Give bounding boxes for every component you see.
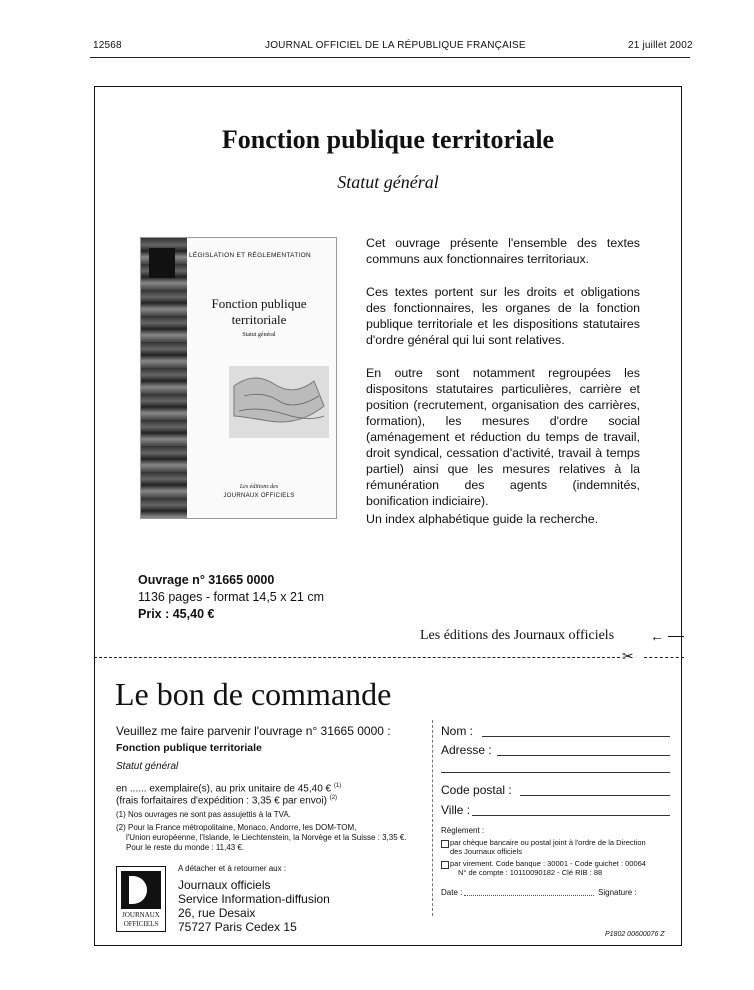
order-request: Veuillez me faire parvenir l'ouvrage n° 31665 0000 :: [116, 724, 391, 738]
footnote-1: (1) Nos ouvrages ne sont pas assujettis à la TVA.: [116, 810, 291, 819]
address-line-2: Service Information-diffusion: [178, 892, 330, 906]
description-paragraph-1: Cet ouvrage présente l'ensemble des textes communs aux fonctionnaires territoriaux.: [366, 236, 640, 266]
order-book-subtitle: Statut général: [116, 761, 179, 772]
cut-line: [94, 657, 620, 658]
page-number: 12568: [93, 40, 122, 51]
ad-subtitle: Statut général: [337, 172, 439, 192]
cover-map-illustration: [229, 366, 329, 438]
ad-title: Fonction publique territoriale: [221, 125, 555, 154]
product-price: Prix : 45,40 €: [138, 607, 215, 621]
address-line-1: Journaux officiels: [178, 878, 271, 892]
return-label: A détacher et à retourner aux :: [178, 864, 287, 873]
address-line-3: 26, rue Desaix: [178, 906, 256, 920]
cover-publisher-1: Les éditions des: [239, 484, 279, 490]
journaux-officiels-logo: [116, 866, 166, 932]
address-field-line-2[interactable]: [441, 772, 670, 773]
cover-series: LÉGISLATION ET RÉGLEMENTATION: [189, 252, 311, 259]
order-form-title: Le bon de commande: [115, 676, 392, 712]
postal-code-label: Code postal :: [441, 783, 512, 797]
return-address: [178, 878, 330, 934]
cover-title-2: territoriale: [231, 312, 287, 327]
payment-transfer-2: N° de compte : 10110090182 - Clé RIB : 88: [458, 868, 603, 877]
header-rule: [90, 57, 690, 58]
cover-title-1: Fonction publique: [211, 296, 307, 311]
logo-text-1: JOURNAUX: [122, 911, 160, 919]
product-details: 1136 pages - format 14,5 x 21 cm: [138, 590, 324, 604]
address-field[interactable]: [497, 755, 670, 756]
journal-title: JOURNAL OFFICIEL DE LA RÉPUBLIQUE FRANÇAISE: [265, 40, 526, 51]
arrow-left-icon: ←: [650, 628, 664, 644]
city-label: Ville :: [441, 803, 471, 817]
address-label: Adresse :: [441, 743, 492, 757]
publisher-name: Les éditions des Journaux officiels: [420, 628, 615, 643]
reference-code: P1802 00600076 Z: [605, 931, 665, 938]
cover-photo-strip: [141, 238, 187, 518]
cover-publisher-2: JOURNAUX OFFICIELS: [223, 493, 295, 499]
scissors-icon: ✂: [622, 648, 634, 664]
description-paragraph-4: Un index alphabétique guide la recherche.: [366, 512, 599, 526]
cut-line-end: [644, 657, 684, 658]
issue-date: 21 juillet 2002: [628, 40, 693, 51]
column-divider: [432, 720, 433, 916]
name-field[interactable]: [482, 736, 670, 737]
date-label: Date :: [441, 888, 463, 897]
copies-footnote-mark: (1): [333, 783, 342, 789]
address-line-4: 75727 Paris Cedex 15: [178, 920, 297, 934]
cover-subtitle: Statut général: [242, 332, 276, 338]
name-label: Nom :: [441, 724, 474, 738]
copies-text: en ...... exemplaire(s), au prix unitaire de 45,40 €: [116, 783, 332, 795]
payment-cheque-2: des Journaux officiels: [450, 847, 522, 856]
payment-transfer-1: par virement. Code banque : 30001 - Code guichet : 00064: [450, 859, 646, 868]
shipping-text: (frais forfaitaires d'expédition : 3,35 € par envoi): [116, 795, 327, 807]
cheque-checkbox[interactable]: [441, 840, 449, 848]
transfer-checkbox[interactable]: [441, 861, 449, 869]
order-book-title: Fonction publique territoriale: [116, 742, 262, 754]
shipping-line: [116, 792, 337, 807]
signature-label: Signature :: [598, 888, 637, 897]
payment-cheque-1: par chèque bancaire ou postal joint à l'ordre de la Direction: [450, 838, 646, 847]
description-paragraph-3: En outre sont notamment regroupées les dispositons statutaires particulières, carrière et position (recrutement, organisation des carrières, formation), les mesures d'ordre social (aménagement et réduction du temps de travail, droit syndical, cessation d'activité, travail à temps partiel) ainsi que les mesures relatives à la rémunération des agents (indemnités, bonification indiciaire).: [366, 366, 640, 508]
footnote-2-line-3: Pour le reste du monde : 11,43 €.: [126, 843, 245, 852]
footnote-2-line-1: (2) Pour la France métropolitaine, Monaco, Andorre, les DOM-TOM,: [116, 823, 357, 832]
footnote-2-line-2: l'Union européenne, l'Islande, le Liechtenstein, la Norvège et la Suisse : 3,35 €.: [126, 833, 407, 842]
city-field[interactable]: [472, 815, 670, 816]
arrow-tail: [668, 636, 684, 637]
product-number: Ouvrage n° 31665 0000: [138, 573, 275, 587]
cover-logo: [149, 248, 175, 278]
payment-label: Règlement :: [441, 826, 485, 835]
description-paragraph-2: Ces textes portent sur les droits et obligations des fonctionnaires, les organes de la fonction publique territoriale et les dispositions statutaires d'ordre général qui lui sont relatives.: [366, 285, 640, 347]
shipping-footnote-mark: (2): [329, 795, 338, 801]
date-field[interactable]: [464, 895, 594, 896]
book-cover-image: [140, 237, 337, 519]
logo-text-2: OFFICIELS: [123, 920, 159, 928]
postal-code-field[interactable]: [520, 795, 670, 796]
